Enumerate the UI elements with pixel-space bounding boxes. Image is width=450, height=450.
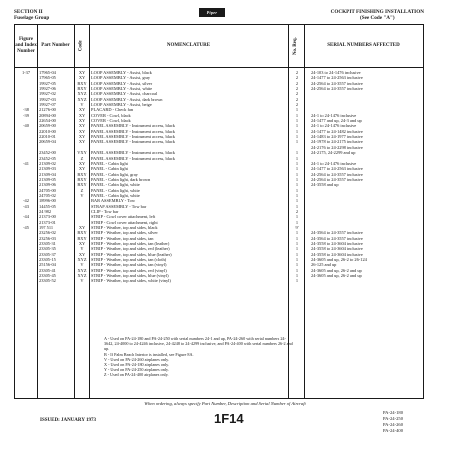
nomenclature-cell: STRIP - Weather, top and sides, tan (cloth) (91, 257, 167, 263)
subsection-label: Fuselage Group (14, 15, 50, 22)
figure-index-cell: -41 (23, 160, 29, 166)
nomenclature-cell: PANEL ASSEMBLY - Instrument access, black (91, 123, 175, 129)
quantity-cell: 1 (295, 155, 299, 161)
part-number-cell: 23256-02 (39, 230, 56, 236)
figure-index-cell: 1-37 (21, 70, 31, 75)
part-number-cell: 22654-00 (39, 118, 56, 124)
part-number-cell: 24705-00 (39, 187, 56, 193)
part-number-cell: 24 982 (39, 208, 52, 214)
code-cell: V (80, 192, 84, 198)
quantity-cell: 1 (295, 187, 299, 193)
nomenclature-cell: STRIP - Weather, top and sides, black (91, 224, 158, 230)
serial-cell: 24-3558 and up (311, 182, 339, 188)
code-cell: XY (78, 134, 86, 140)
serial-cell: 24-1483 to 24-1977 inclusive (311, 134, 363, 140)
part-number-cell: 197 511 (39, 224, 54, 230)
page-title: COCKPIT FINISHING INSTALLATION (330, 9, 424, 15)
quantity-cell: 1 (295, 128, 299, 134)
part-number-cell: 23305-35 (39, 246, 56, 252)
nomenclature-cell: PLACARD - Check fan (91, 107, 134, 113)
page-number: 1F14 (214, 411, 244, 426)
part-number-cell: 24705-02 (39, 192, 56, 198)
serial-cell: 24-2176 to 24-2298 inclusive (311, 144, 363, 150)
serial-cell: 24-3605 and up, 26-2 and up (311, 267, 362, 273)
part-number-cell: 17965-05 (39, 75, 56, 81)
nomenclature-cell: STRIP - Weather, top and sides, tan (91, 235, 154, 241)
nomenclature-cell: PANEL - Cabin light, gray (91, 171, 138, 177)
code-cell: Z (80, 155, 84, 161)
serial-cell: 24-103 to 24-1476 inclusive (311, 70, 361, 75)
quantity-cell: 1 (295, 123, 299, 129)
code-cell: XY (78, 70, 86, 75)
aircraft-models (383, 410, 403, 434)
serial-cell: 24-3605 and up, 26-2 to 26-124 (311, 257, 367, 263)
part-number-cell: 17965-04 (39, 70, 56, 75)
quantity-cell: 1 (295, 112, 299, 118)
code-cell: Y (80, 246, 84, 252)
part-number-cell: 19927-03 (39, 96, 56, 102)
part-number-cell: 21373-00 (39, 214, 56, 220)
code-cell: BXY (77, 176, 87, 182)
code-cell: BXY (77, 230, 87, 236)
quantity-cell: 2 (295, 75, 299, 81)
section-label: SECTION II (14, 9, 43, 15)
quantity-cell: 1 (295, 246, 299, 252)
quantity-cell: 1 (295, 134, 299, 140)
code-cell: XY (78, 118, 86, 124)
table-header (15, 25, 423, 68)
part-number-cell: 23452-00 (39, 150, 56, 156)
part-number-cell: 20894-00 (39, 112, 56, 118)
quantity-cell: 1 (295, 241, 299, 246)
nomenclature-cell: STRIP - Weather, top and sides, blue (leather) (91, 251, 172, 257)
header-figure: Figure and Index Number (15, 36, 37, 55)
serial-cell: 24-1477 and up, 24-3 and up (311, 118, 362, 124)
header-number-required: No. Req. (292, 37, 298, 55)
quantity-cell: 1 (295, 257, 299, 263)
page-title-block (331, 9, 424, 21)
quantity-cell: 1 (295, 192, 299, 198)
part-number-cell: 22010-01 (39, 134, 56, 140)
code-cell: BXY (77, 80, 87, 86)
quantity-cell: 1 (295, 198, 299, 204)
nomenclature-cell: COVER - Cowl, black (91, 118, 131, 124)
part-number-cell: 19927-02 (39, 91, 56, 97)
part-number-cell: 20659-00 (39, 123, 56, 129)
nomenclature-cell: BAR ASSEMBLY - Tow (91, 198, 136, 204)
quantity-cell: 9' (295, 224, 299, 230)
quantity-cell: 1 (295, 150, 299, 156)
figure-index-cell: -39 (23, 112, 29, 118)
nomenclature-cell: PANEL ASSEMBLY - Instrument access, black (91, 134, 175, 140)
quantity-cell: 1 (295, 160, 299, 166)
nomenclature-cell: STRAP ASSEMBLY - Tow bar (91, 203, 147, 209)
serial-cell: 24-3564 to 24-3557 inclusive (311, 230, 363, 236)
part-number-cell: 19927-05 (39, 80, 56, 86)
part-number-cell: 21309-06 (39, 182, 56, 188)
aircraft-model: PA-24-400 (383, 428, 403, 433)
page-subtitle: (See Code "A") (360, 15, 395, 22)
code-cell: V (80, 102, 84, 108)
nomenclature-cell: STRIP - Cowl cover attachment, right (91, 219, 158, 225)
code-cell: XY (78, 160, 86, 166)
figure-index-cell: -43 (23, 203, 29, 209)
quantity-cell: 2 (295, 102, 299, 108)
header-serial-numbers: SERIAL NUMBERS AFFECTED (327, 42, 400, 48)
part-number-cell: 21309-05 (39, 176, 56, 182)
part-number-cell: 21309-03 (39, 166, 56, 172)
quantity-cell: 1 (295, 235, 299, 241)
nomenclature-cell: PANEL - Cabin light, white (91, 192, 140, 198)
nomenclature-cell: PANEL - Cabin light, dark brown (91, 176, 151, 182)
code-cell: VXY (77, 150, 87, 156)
quantity-cell: 1 (295, 273, 299, 279)
code-cell: XY (78, 128, 86, 134)
nomenclature-cell: STRIP - Weather, top and sides, silver (91, 230, 158, 236)
nomenclature-cell: STRIP - Weather, top and sides, blue (vinyl) (91, 273, 169, 279)
code-cell: XYZ (77, 91, 87, 97)
part-number-cell: 23256-03 (39, 235, 56, 241)
code-cell: Z (80, 187, 84, 193)
header-part-number: Part Number (41, 42, 70, 48)
code-cell: XY (78, 166, 86, 172)
nomenclature-cell: PANEL - Cabin light (91, 166, 128, 172)
code-cell: XYZ (77, 267, 87, 273)
quantity-cell: 2 (295, 208, 299, 214)
table-body (15, 70, 423, 284)
part-number-cell: 20659-04 (39, 139, 56, 145)
nomenclature-cell: LOOP ASSEMBLY - Assist, silver (91, 80, 153, 86)
serial-cell: 24-3558 to 24-3604 inclusive (311, 241, 363, 246)
code-cell: XY (78, 123, 86, 129)
code-cell: BXY (77, 182, 87, 188)
serial-cell: 24-1 to 24-1476 inclusive (311, 160, 357, 166)
section-header (14, 9, 49, 21)
part-number-cell: 23305-31 (39, 241, 56, 246)
part-number-cell: 23305-52 (39, 278, 56, 284)
part-number-cell: 23305-45 (39, 273, 56, 279)
quantity-cell: 2 (295, 80, 299, 86)
quantity-cell: 1 (295, 278, 299, 284)
quantity-cell: 1 (295, 203, 299, 209)
code-cell: V (80, 262, 84, 268)
quantity-cell: 1 (295, 267, 299, 273)
figure-index-cell: -38 (23, 107, 29, 113)
ordering-instruction: When ordering, always specify Part Number, Description and Serial Number of Aircraft (144, 401, 306, 406)
code-cell: XYZ (77, 96, 87, 102)
quantity-cell: 1 (295, 176, 299, 182)
serial-cell: 24-2564 to 24-3557 inclusive (311, 80, 363, 86)
quantity-cell: 1 (295, 107, 299, 113)
code-cell: XY (78, 112, 86, 118)
part-number-cell: 21309-02 (39, 160, 56, 166)
nomenclature-cell: STRIP - Weather, top and sides, tan (leather) (91, 241, 170, 246)
code-cell: BXY (77, 171, 87, 177)
nomenclature-cell: PANEL ASSEMBLY - Instrument access, black (91, 150, 175, 156)
nomenclature-cell: STRIP - Weather, top and sides, white (vinyl) (91, 278, 171, 284)
part-number-cell: 23305-41 (39, 267, 56, 273)
part-number-cell: 19927-06 (39, 86, 56, 92)
serial-cell: 24-1 to 24-1476 inclusive (311, 123, 357, 129)
aircraft-model: PA-24-250 (383, 416, 403, 421)
nomenclature-cell: PANEL ASSEMBLY - Instrument access, black (91, 155, 175, 161)
nomenclature-cell: LOOP ASSEMBLY - Assist, gray (91, 75, 151, 81)
issue-date: ISSUED: JANUARY 1973 (40, 418, 97, 423)
nomenclature-cell: PANEL - Cabin light, white (91, 182, 140, 188)
code-cell: BXY (77, 235, 87, 241)
code-cell: XY (78, 139, 86, 145)
figure-index-cell: -44 (23, 214, 29, 220)
code-cell: XY (78, 241, 86, 246)
nomenclature-cell: LOOP ASSEMBLY - Assist, dark brown (91, 96, 163, 102)
quantity-cell: 1 (295, 262, 299, 268)
nomenclature-cell: LOOP ASSEMBLY - Assist, charcoal (91, 91, 158, 97)
part-number-cell: 23305-15 (39, 257, 56, 263)
code-note: B - If Palm Beach Interior is installed, see Figure 8A. (104, 351, 194, 357)
nomenclature-cell: LOOP ASSEMBLY - Assist, black (91, 70, 152, 75)
code-note: Z - Used on PA-24-400 airplanes only. (104, 372, 169, 378)
serial-cell: 24-3558 to 24-3604 inclusive (311, 251, 363, 257)
part-number-cell: 21309-04 (39, 171, 56, 177)
code-cell: V (80, 278, 84, 284)
code-note: Y - Used on PA-24-250 airplanes only. (104, 367, 169, 373)
nomenclature-cell: PANEL ASSEMBLY - Instrument access, black (91, 128, 175, 134)
nomenclature-cell: STRIP - Cowl cover attachment, left (91, 214, 156, 220)
parts-table (14, 24, 424, 399)
header-code: Code (78, 40, 84, 52)
quantity-cell: 1 (295, 182, 299, 188)
serial-cell: 24-2564 to 24-3557 inclusive (311, 86, 363, 92)
figure-index-cell: -40 (23, 123, 29, 129)
nomenclature-cell: PANEL ASSEMBLY - Instrument access, black (91, 139, 175, 145)
serial-cell: 24-2564 to 24-3557 inclusive (311, 176, 363, 182)
figure-index-cell: -42 (23, 198, 29, 204)
quantity-cell: 1 (295, 214, 299, 220)
part-number-cell: 21373-01 (39, 219, 56, 225)
serial-cell: 24-3558 to 24-3604 inclusive (311, 246, 363, 252)
serial-cell: 26-125 and up (311, 262, 337, 268)
quantity-cell: 1 (295, 139, 299, 145)
nomenclature-cell: CLIP - Tow bar (91, 208, 119, 214)
serial-cell: 24-3564 to 24-3557 inclusive (311, 235, 363, 241)
part-number-cell: 21276-00 (39, 107, 56, 113)
code-cell: XY (78, 107, 86, 113)
quantity-cell: 1 (295, 230, 299, 236)
code-note: X - Used on PA-24-180 airplanes only. (104, 362, 170, 368)
code-cell: XYZ (77, 273, 87, 279)
part-number-cell: 22010-00 (39, 128, 56, 134)
quantity-cell: 1 (295, 219, 299, 225)
aircraft-model: PA-24-260 (383, 422, 403, 427)
brand-logo: Piper (199, 8, 225, 17)
table-row (15, 278, 423, 283)
nomenclature-cell: PANEL - Cabin light (91, 160, 128, 166)
nomenclature-cell: LOOP ASSEMBLY - Assist, beige (91, 102, 152, 108)
serial-cell: 24-1 to 24-1476 inclusive (311, 112, 357, 118)
serial-cell: 24-1477 to 24-1482 inclusive (311, 128, 363, 134)
quantity-cell: 2 (295, 91, 299, 97)
code-note: A - Used on PA-24-180 and PA-24-250 with serial numbers 24-1 and up, PA-24-260 with serial numbers 24-3642, 24-4000 to 24-4246 inclusive, 24-4248 to 24-4299 inclusive, and PA-24-400 with serial numbers 26-2 and up. (104, 336, 293, 352)
serial-cell: 24-1477 to 24-2563 inclusive (311, 75, 363, 81)
code-notes (104, 336, 294, 378)
serial-cell: 24-3605 and up, 26-2 and up (311, 273, 362, 279)
nomenclature-cell: PANEL - Cabin light, white (91, 187, 140, 193)
header-nomenclature: NOMENCLATURE (166, 42, 211, 48)
part-number-cell: 14455-05 (39, 203, 56, 209)
part-number-cell: 23305-37 (39, 251, 56, 257)
nomenclature-cell: STRIP - Weather, top and sides, red (leather) (91, 246, 170, 252)
figure-index-cell: -45 (23, 224, 29, 230)
quantity-cell: 2 (295, 86, 299, 92)
serial-cell: 24-1978 to 24-2175 inclusive (311, 139, 363, 145)
code-cell: XYZ (77, 257, 87, 263)
serial-cell: 24-2175, 24-2299 and up (311, 150, 356, 156)
quantity-cell: 1 (295, 118, 299, 124)
quantity-cell: 2 (295, 96, 299, 102)
code-cell: XY (78, 75, 86, 81)
part-number-cell: 18996-00 (39, 198, 56, 204)
serial-cell: 24-1477 to 24-2563 inclusive (311, 166, 363, 172)
part-number-cell: 23452-05 (39, 155, 56, 161)
code-cell: XY (78, 224, 86, 230)
quantity-cell: 1 (295, 166, 299, 172)
part-number-cell: 19927-07 (39, 102, 56, 108)
nomenclature-cell: STRIP - Weather, top and sides, tan (vinyl) (91, 262, 167, 268)
quantity-cell: 1 (295, 171, 299, 177)
nomenclature-cell: STRIP - Weather, top and sides, red (vinyl) (91, 267, 167, 273)
quantity-cell: 1 (295, 251, 299, 257)
nomenclature-cell: LOOP ASSEMBLY - Assist, white (91, 86, 153, 92)
quantity-cell: 2 (295, 70, 299, 75)
code-note: V - Used on PA-24-260 airplanes only. (104, 356, 169, 362)
part-number-cell: 25156-04 (39, 262, 56, 268)
aircraft-model: PA-24-180 (383, 410, 403, 415)
code-cell: XY (78, 251, 86, 257)
code-cell: BXY (77, 86, 87, 92)
nomenclature-cell: COVER - Cowl, black (91, 112, 131, 118)
serial-cell: 24-2564 to 24-3557 inclusive (311, 171, 363, 177)
